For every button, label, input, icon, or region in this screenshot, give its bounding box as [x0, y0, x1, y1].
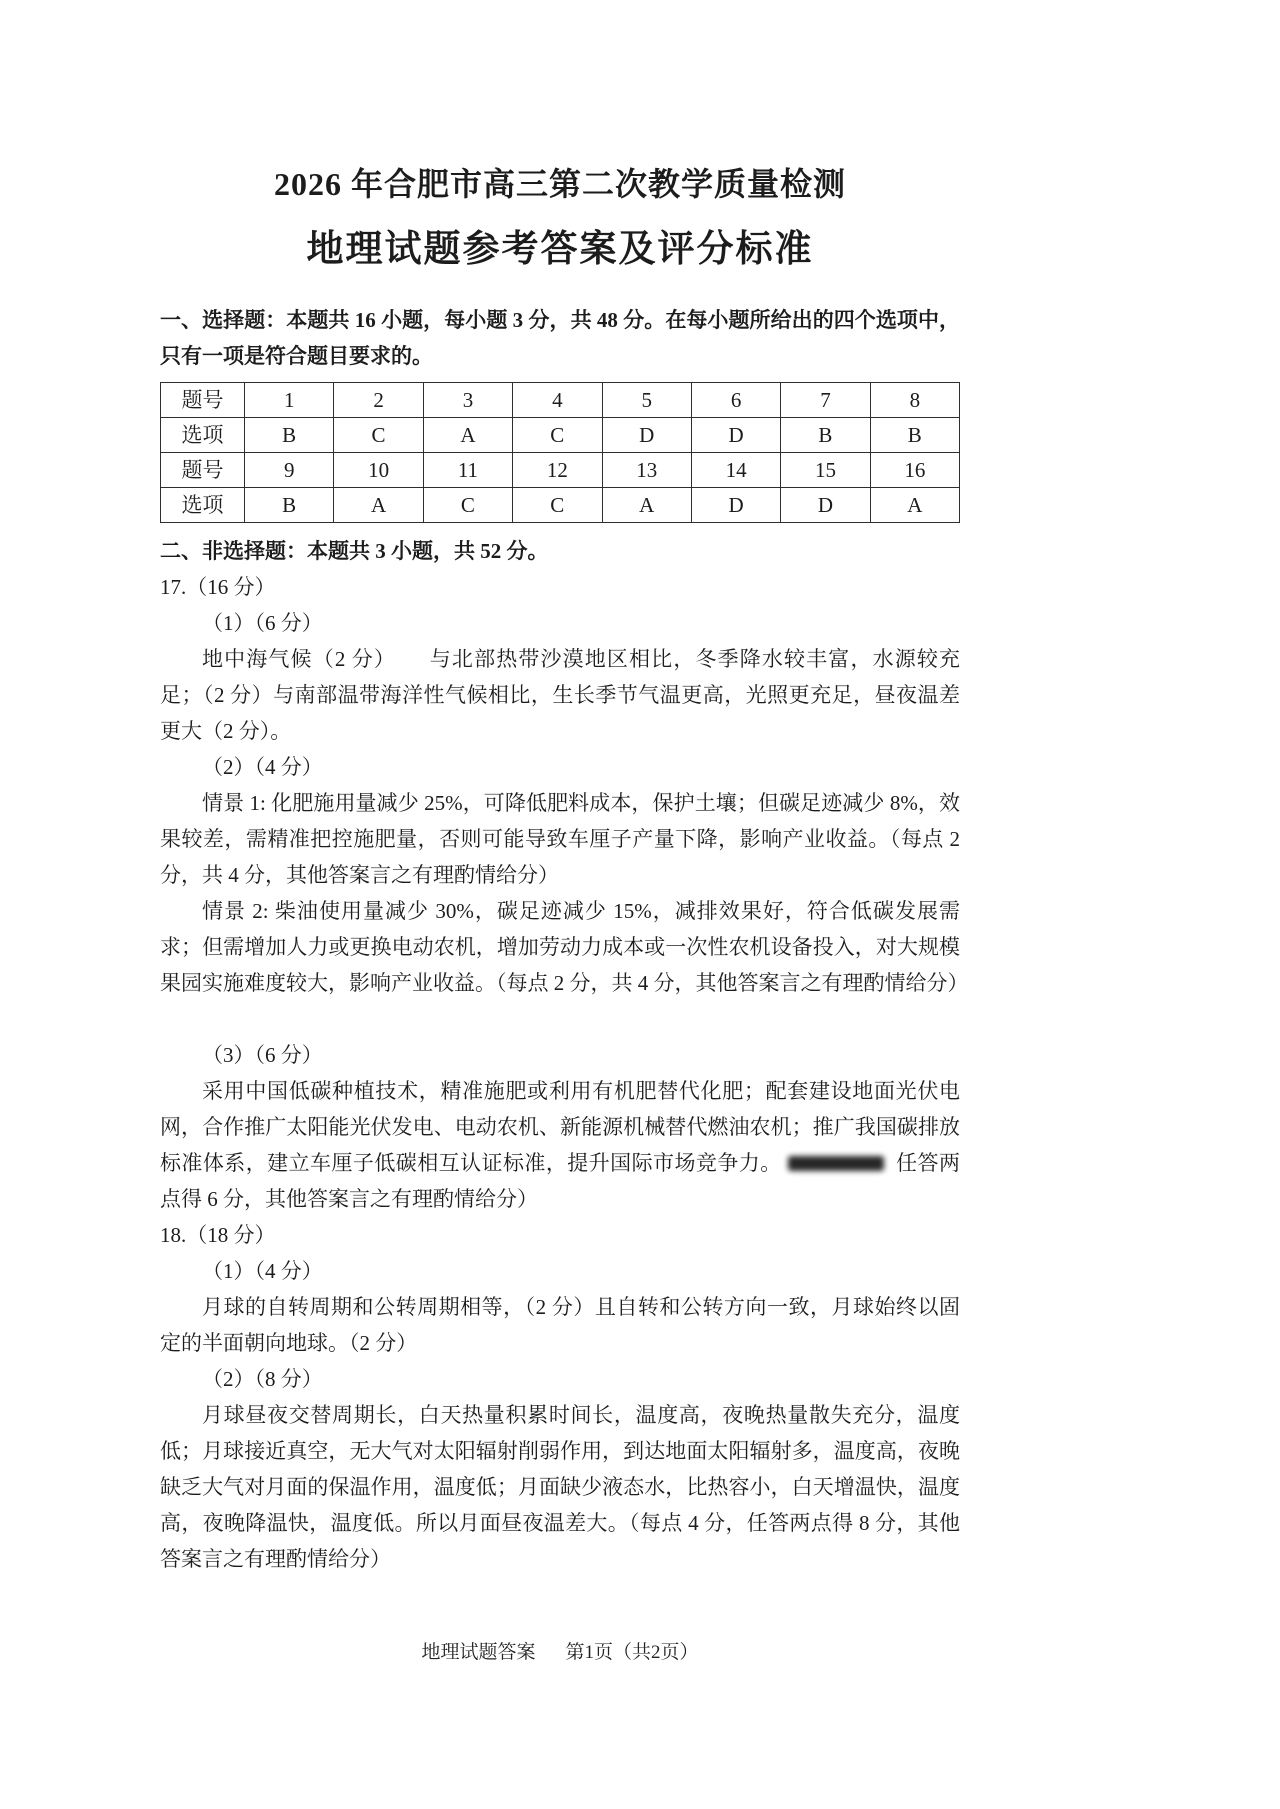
table-cell: A: [334, 488, 423, 523]
section2-heading: 二、非选择题：本题共 3 小题，共 52 分。: [160, 539, 549, 563]
table-cell: 14: [691, 453, 780, 488]
table-cell: B: [870, 418, 959, 453]
q17-part3-heading: （3）（6 分）: [202, 1043, 323, 1067]
table-cell: B: [245, 488, 334, 523]
table-cell: D: [602, 418, 691, 453]
table-cell: 1: [245, 383, 334, 418]
footer-page-number: 第1页（共2页）: [565, 1642, 699, 1663]
q18-part2-heading: （2）（8 分）: [202, 1367, 323, 1391]
q17-part1-answer: 地中海气候（2 分） 与北部热带沙漠地区相比，冬季降水较丰富，水源较充足；（2 分）与南部温带海洋性气候相比，生长季节气温更高，光照更充足，昼夜温差更大（2 分）。: [160, 647, 960, 743]
table-row: [161, 383, 960, 418]
table-cell: 7: [781, 383, 870, 418]
table-row: [161, 453, 960, 488]
table-cell: B: [781, 418, 870, 453]
answer-table: [160, 382, 960, 523]
q18-part2-answer: 月球昼夜交替周期长，白天热量积累时间长，温度高，夜晚热量散失充分，温度低；月球接近真空，无大气对太阳辐射削弱作用，到达地面太阳辐射多，温度高，夜晚缺乏大气对月面的保温作用，温度低；月面缺少液态水，比热容小，白天增温快，温度高，夜晚降温快，温度低。所以月面昼夜温差大。（每点 4 分，任答两点得 8 分，其他答案言之有理酌情给分）: [160, 1403, 960, 1571]
table-cell: 题号: [161, 383, 245, 418]
table-row: [161, 488, 960, 523]
table-row: [161, 418, 960, 453]
table-cell: C: [334, 418, 423, 453]
table-cell: A: [870, 488, 959, 523]
document-title: 2026 年合肥市高三第二次教学质量检测: [273, 166, 846, 202]
q17-part1-heading: （1）（6 分）: [202, 611, 323, 635]
q17-part2-heading: （2）（4 分）: [202, 755, 323, 779]
table-cell: D: [781, 488, 870, 523]
table-cell: A: [602, 488, 691, 523]
document-body: [160, 0, 969, 1671]
footer-doc-label: 地理试题答案: [421, 1642, 536, 1663]
table-cell: 3: [423, 383, 512, 418]
table-cell: 15: [781, 453, 870, 488]
document-subtitle: 地理试题参考答案及评分标准: [306, 229, 814, 270]
table-cell: D: [691, 488, 780, 523]
q17-part2-answer-scenario2: 情景 2: 柴油使用量减少 30%，碳足迹减少 15%，减排效果好，符合低碳发展需求；但需增加人力或更换电动农机，增加劳动力成本或一次性农机设备投入，对大规模果园实施难度较大，影响产业收益。（每点 2 分，共 4 分，其他答案言之有理酌情给分）: [160, 899, 969, 995]
q18-heading: 18.（18 分）: [160, 1223, 276, 1247]
table-cell: 选项: [161, 488, 245, 523]
q17-part3-answer-tail: 任答两点得 6 分，其他答案言之有理酌情给分）: [160, 1151, 960, 1211]
q18-part1-answer: 月球的自转周期和公转周期相等，（2 分）且自转和公转方向一致，月球始终以固定的半面朝向地球。（2 分）: [160, 1295, 960, 1355]
q18-part1-heading: （1）（4 分）: [202, 1259, 323, 1283]
q17-part3-answer-text: 采用中国低碳种植技术，精准施肥或利用有机肥替代化肥；配套建设地面光伏电网，合作推广太阳能光伏发电、电动农机、新能源机械替代燃油农机；推广我国碳排放标准体系，建立车厘子低碳相互认证标准，提升国际市场竞争力。: [160, 1079, 960, 1175]
table-cell: B: [245, 418, 334, 453]
table-cell: 11: [423, 453, 512, 488]
table-cell: 5: [602, 383, 691, 418]
table-cell: 6: [691, 383, 780, 418]
table-cell: 2: [334, 383, 423, 418]
table-cell: 题号: [161, 453, 245, 488]
table-cell: 8: [870, 383, 959, 418]
table-cell: C: [423, 488, 512, 523]
table-cell: 12: [513, 453, 602, 488]
page-footer: [160, 1635, 960, 1671]
table-cell: A: [423, 418, 512, 453]
table-cell: 10: [334, 453, 423, 488]
section1-heading: 一、选择题：本题共 16 小题，每小题 3 分，共 48 分。在每小题所给出的四个选项中，只有一项是符合题目要求的。: [160, 308, 960, 368]
table-cell: 13: [602, 453, 691, 488]
table-cell: C: [513, 418, 602, 453]
table-cell: 9: [245, 453, 334, 488]
table-cell: C: [513, 488, 602, 523]
table-cell: 4: [513, 383, 602, 418]
table-cell: D: [691, 418, 780, 453]
table-cell: 16: [870, 453, 959, 488]
table-cell: 选项: [161, 418, 245, 453]
q17-part3-answer: [160, 1073, 960, 1217]
q17-heading: 17.（16 分）: [160, 575, 276, 599]
q17-part2-answer-scenario1: 情景 1: 化肥施用量减少 25%，可降低肥料成本，保护土壤；但碳足迹减少 8%，效果较差，需精准把控施肥量，否则可能导致车厘子产量下降，影响产业收益。（每点 2 分，共 4 分，其他答案言之有理酌情给分）: [160, 791, 960, 887]
redaction-blur: [788, 1156, 884, 1171]
